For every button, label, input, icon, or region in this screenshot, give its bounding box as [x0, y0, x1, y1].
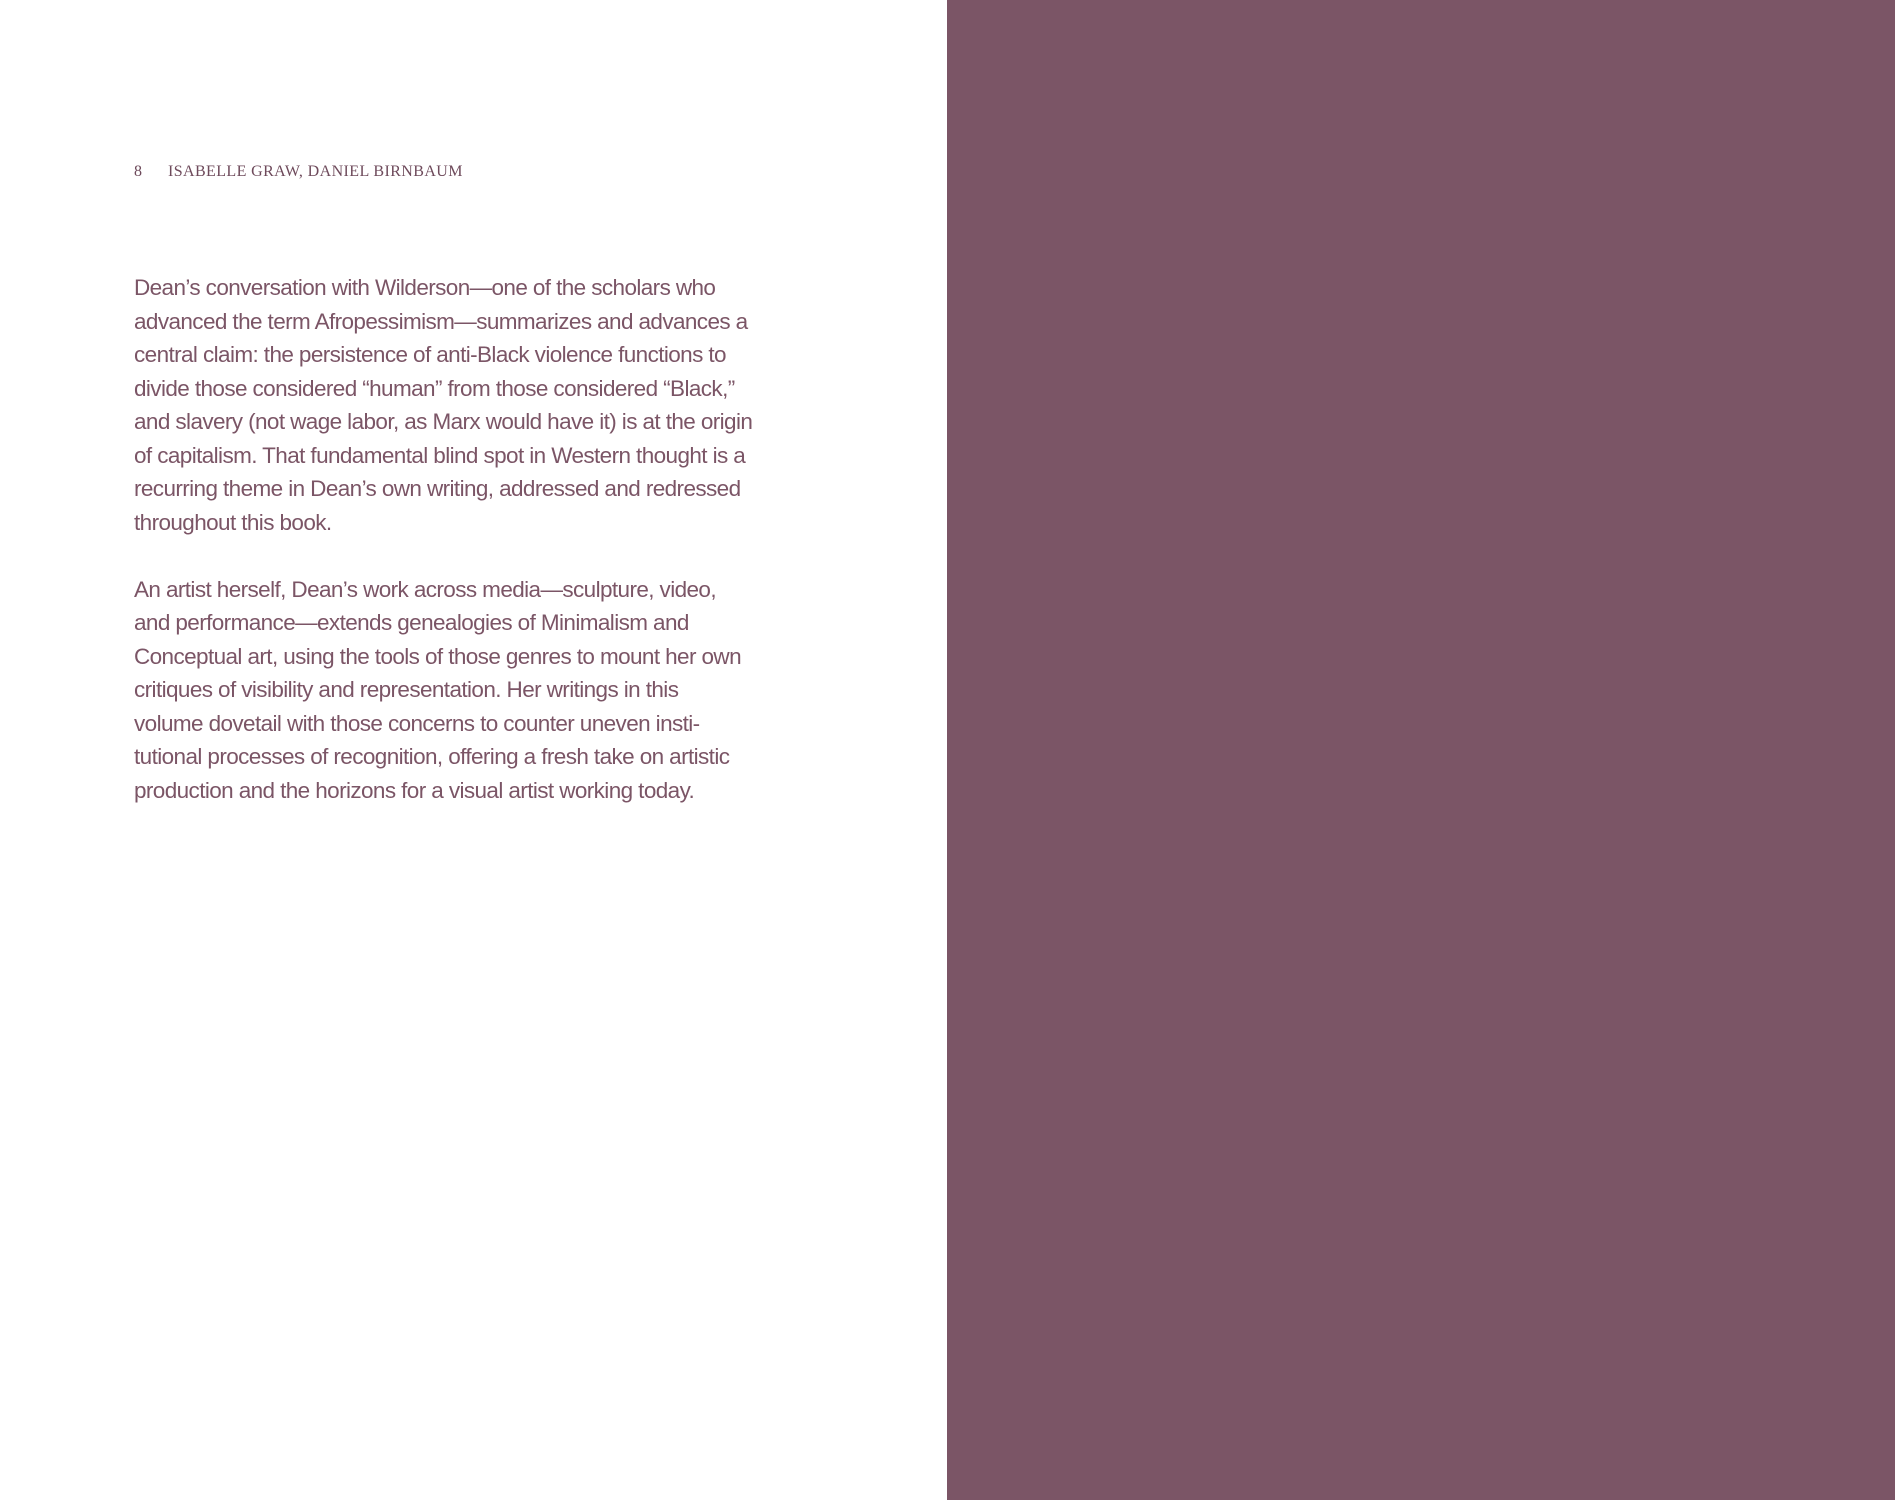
text-line: Dean’s conversation with Wilderson—one of the scholars who [134, 275, 716, 300]
text-line: divide those considered “human” from those considered “Black,” [134, 375, 735, 401]
body-text [134, 271, 794, 841]
text-line: production and the horizons for a visual artist working today. [134, 777, 695, 803]
running-head [134, 163, 463, 181]
text-line: tutional processes of recognition, offering a fresh take on artistic [134, 744, 730, 769]
running-head-authors: ISABELLE GRAW, DANIEL BIRNBAUM [168, 163, 463, 180]
text-line: and performance—extends genealogies of Minimalism and [134, 610, 689, 635]
text-line: of capitalism. That fundamental blind spot in Western thought is a [134, 442, 746, 468]
text-line: and slavery (not wage labor, as Marx would have it) is at the origin [134, 409, 753, 434]
text-line: An artist herself, Dean’s work across media—sculpture, video, [134, 576, 716, 602]
text-line: critiques of visibility and representation. Her writings in this [134, 677, 679, 702]
left-page [0, 0, 947, 1500]
text-line: central claim: the persistence of anti-Black violence functions to [134, 342, 726, 367]
paragraph-1 [134, 271, 794, 539]
text-line: advanced the term Afropessimism—summarizes and advances a [134, 308, 748, 334]
text-line: volume dovetail with those concerns to counter uneven insti- [134, 710, 700, 736]
page-number: 8 [134, 163, 143, 180]
text-line: Conceptual art, using the tools of those genres to mount her own [134, 643, 741, 669]
right-page-color-panel [947, 0, 1895, 1500]
paragraph-2 [134, 573, 794, 808]
text-line: recurring theme in Dean’s own writing, addressed and redressed [134, 476, 741, 501]
text-line: throughout this book. [134, 509, 332, 535]
